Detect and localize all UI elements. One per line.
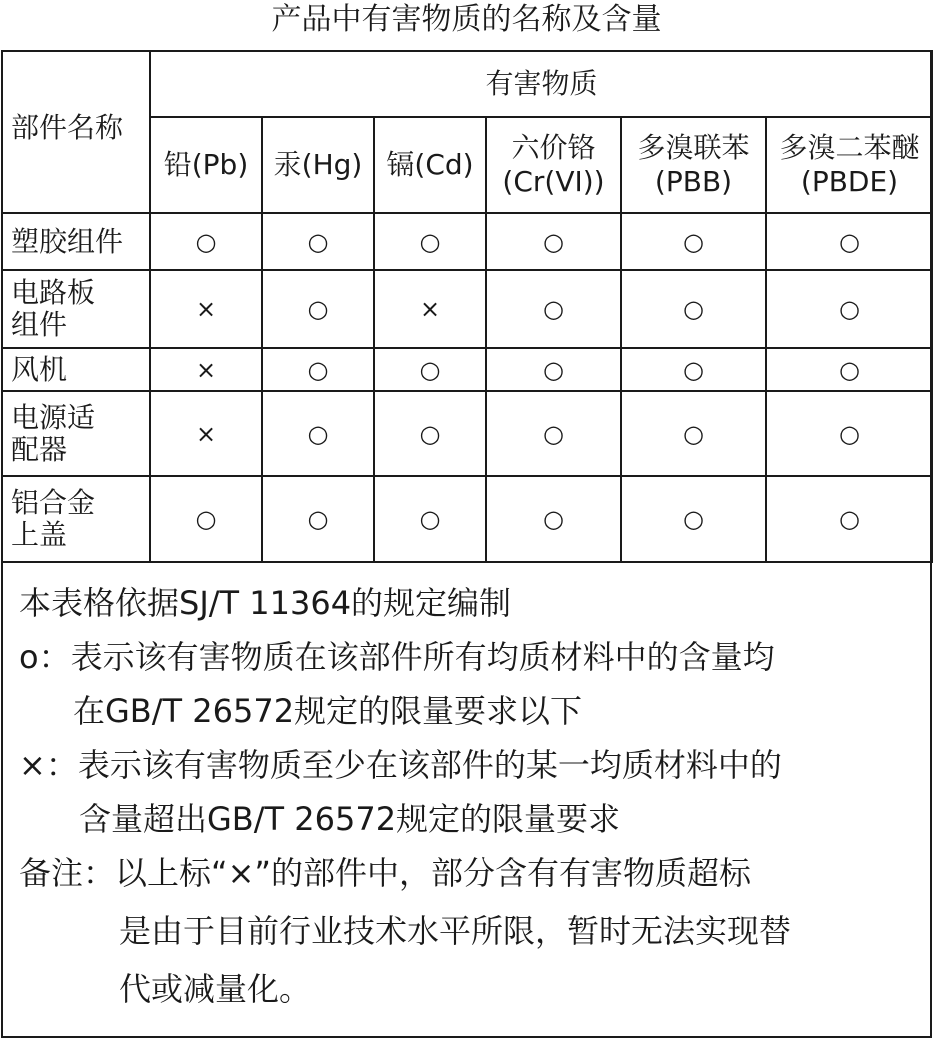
note-circle-meaning: o：表示该有害物质在该部件所有均质材料中的含量均 bbox=[19, 638, 775, 676]
substance-mark: ○ bbox=[621, 391, 766, 476]
substance-mark: ○ bbox=[262, 476, 374, 562]
part-name-cell: 塑胶组件 bbox=[2, 213, 150, 270]
substance-mark: ○ bbox=[374, 348, 486, 391]
header-row-group bbox=[2, 51, 933, 117]
substance-mark: ○ bbox=[262, 213, 374, 270]
substance-header-pbde: 多溴二苯醚 (PBDE) bbox=[766, 117, 933, 213]
table-row bbox=[2, 213, 933, 270]
substance-mark: ○ bbox=[766, 391, 933, 476]
substance-mark: ○ bbox=[150, 476, 262, 562]
substance-mark: ○ bbox=[766, 213, 933, 270]
part-name-cell: 电源适 配器 bbox=[2, 391, 150, 476]
note-cross-meaning: ×：表示该有害物质至少在该部件的某一均质材料中的 bbox=[19, 746, 782, 784]
table-row bbox=[2, 391, 933, 476]
notes-section bbox=[1, 563, 932, 1038]
table-row bbox=[2, 476, 933, 562]
substance-mark: ○ bbox=[374, 213, 486, 270]
substance-mark: × bbox=[150, 270, 262, 348]
substance-mark: ○ bbox=[486, 391, 621, 476]
substance-header-cd: 镉(Cd) bbox=[374, 117, 486, 213]
part-name-cell: 风机 bbox=[2, 348, 150, 391]
substance-mark: ○ bbox=[766, 348, 933, 391]
substance-mark: ○ bbox=[766, 270, 933, 348]
substance-mark: ○ bbox=[621, 476, 766, 562]
substance-mark: ○ bbox=[766, 476, 933, 562]
substance-mark: ○ bbox=[621, 348, 766, 391]
substance-header-hg: 汞(Hg) bbox=[262, 117, 374, 213]
substance-mark: ○ bbox=[486, 270, 621, 348]
substance-mark: ○ bbox=[150, 213, 262, 270]
substance-mark: × bbox=[374, 270, 486, 348]
substance-mark: ○ bbox=[486, 476, 621, 562]
hazardous-substance-table bbox=[1, 50, 933, 563]
document-title: 产品中有害物质的名称及含量 bbox=[271, 2, 662, 37]
substance-mark: ○ bbox=[262, 348, 374, 391]
substance-mark: ○ bbox=[486, 348, 621, 391]
substance-header-pbb: 多溴联苯 (PBB) bbox=[621, 117, 766, 213]
table-row bbox=[2, 270, 933, 348]
substance-mark: ○ bbox=[621, 270, 766, 348]
part-name-header: 部件名称 bbox=[2, 51, 150, 213]
substance-mark: ○ bbox=[621, 213, 766, 270]
hazardous-group-header: 有害物质 bbox=[150, 51, 933, 117]
part-name-cell: 电路板 组件 bbox=[2, 270, 150, 348]
substance-mark: ○ bbox=[486, 213, 621, 270]
substance-mark: ○ bbox=[262, 391, 374, 476]
note-remark-cont: 是由于目前行业技术水平所限，暂时无法实现替 bbox=[119, 912, 792, 950]
substance-mark: ○ bbox=[374, 391, 486, 476]
part-name-cell: 铝合金 上盖 bbox=[2, 476, 150, 562]
substance-header-pb: 铅(Pb) bbox=[150, 117, 262, 213]
note-circle-meaning-cont: 在GB/T 26572规定的限量要求以下 bbox=[73, 692, 583, 730]
substance-header-cr6: 六价铬 (Cr(VI)) bbox=[486, 117, 621, 213]
table-row bbox=[2, 348, 933, 391]
substance-mark: × bbox=[150, 348, 262, 391]
note-remark: 备注：以上标“×”的部件中，部分含有有害物质超标 bbox=[19, 854, 751, 892]
note-cross-meaning-cont: 含量超出GB/T 26572规定的限量要求 bbox=[79, 800, 621, 838]
note-remark-end: 代或减量化。 bbox=[119, 970, 312, 1008]
note-basis: 本表格依据SJ/T 11364的规定编制 bbox=[19, 584, 512, 622]
substance-mark: ○ bbox=[374, 476, 486, 562]
substance-mark: × bbox=[150, 391, 262, 476]
substance-mark: ○ bbox=[262, 270, 374, 348]
